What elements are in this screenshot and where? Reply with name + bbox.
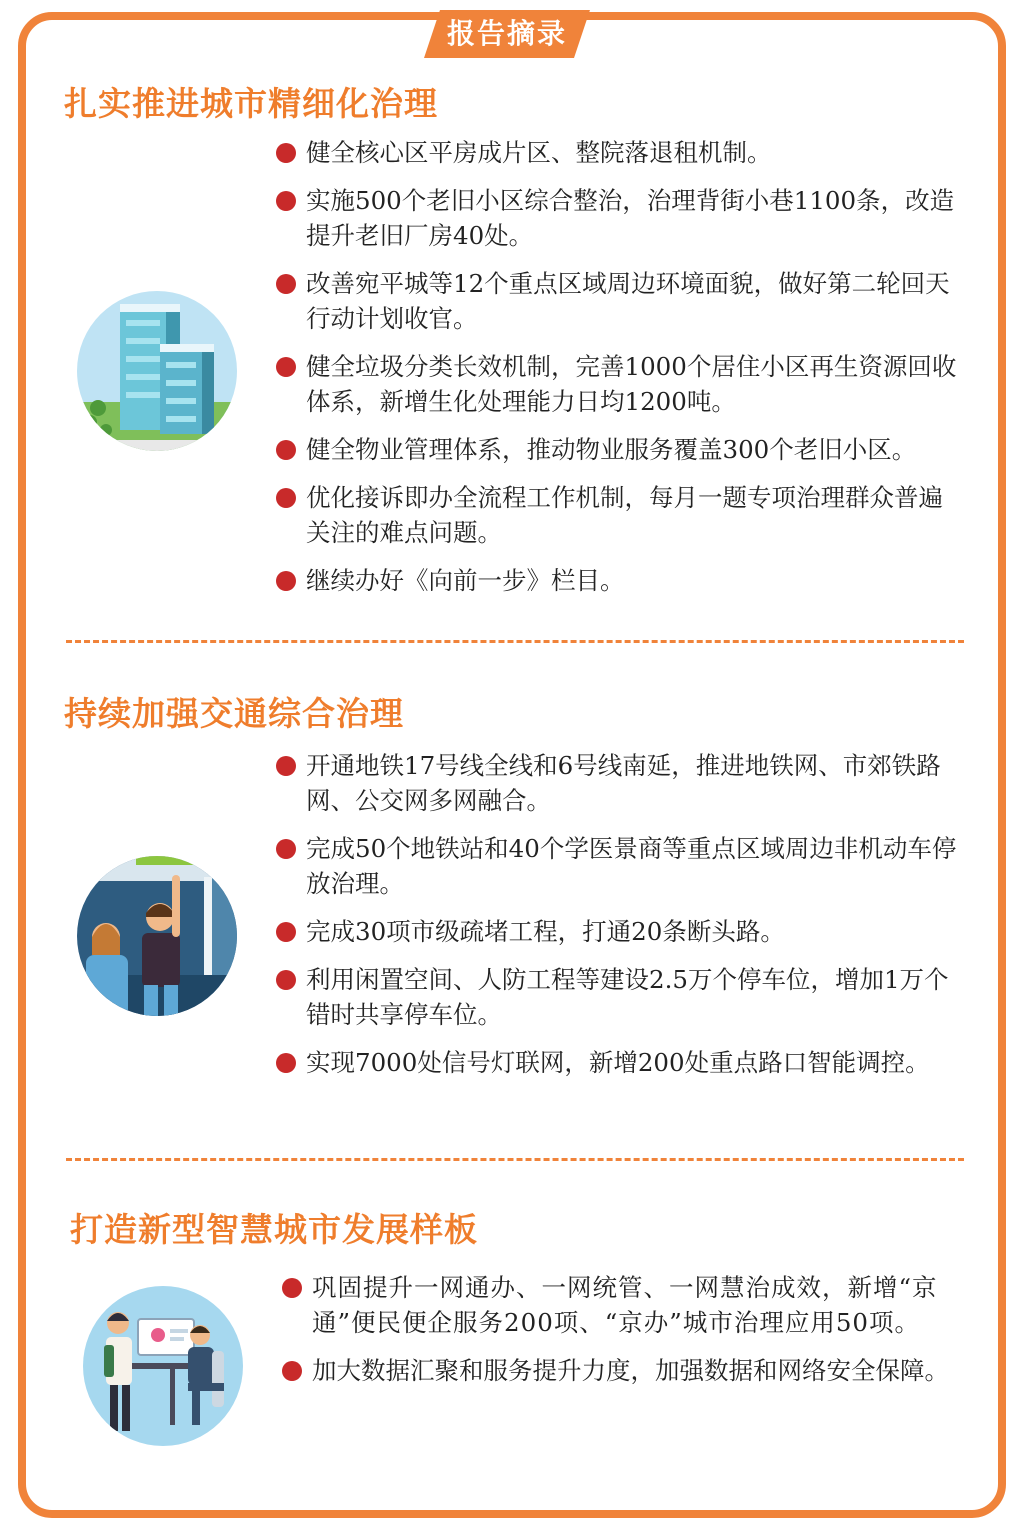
section-2-list	[276, 748, 966, 1093]
list-item: 改善宛平城等12个重点区域周边环境面貌，做好第二轮回天行动计划收官。	[276, 266, 966, 336]
list-item: 完成30项市级疏堵工程，打通20条断头路。	[276, 914, 966, 949]
header-tag-label: 报告摘录	[446, 17, 567, 50]
list-item: 实现7000处信号灯联网，新增200处重点路口智能调控。	[276, 1045, 966, 1080]
list-item: 优化接诉即办全流程工作机制，每月一题专项治理群众普遍关注的难点问题。	[276, 480, 966, 550]
section-title-3: 打造新型智慧城市发展样板	[70, 1210, 478, 1249]
list-item: 健全核心区平房成片区、整院落退租机制。	[276, 135, 966, 170]
list-item: 利用闲置空间、人防工程等建设2.5万个停车位，增加1万个错时共享停车位。	[276, 962, 966, 1032]
list-item: 巩固提升一网通办、一网统管、一网慧治成效，新增“京通”便民便企服务200项、“京办”城市治理应用50项。	[282, 1270, 964, 1340]
list-item: 实施500个老旧小区综合整治，治理背街小巷1100条，改造提升老旧厂房40处。	[276, 183, 966, 253]
office-workers-icon	[82, 1285, 244, 1447]
section-divider	[66, 1158, 964, 1161]
bullet-dot	[276, 970, 296, 990]
section-title-2: 持续加强交通综合治理	[64, 694, 404, 733]
section-1-list	[276, 135, 966, 611]
list-item: 继续办好《向前一步》栏目。	[276, 563, 966, 598]
buildings-icon	[76, 290, 238, 452]
list-item: 健全物业管理体系，推动物业服务覆盖300个老旧小区。	[276, 432, 966, 467]
bullet-dot	[276, 143, 296, 163]
list-item: 加大数据汇聚和服务提升力度，加强数据和网络安全保障。	[282, 1353, 964, 1388]
bullet-dot	[276, 274, 296, 294]
list-item: 完成50个地铁站和40个学医景商等重点区域周边非机动车停放治理。	[276, 831, 966, 901]
bullet-dot	[276, 191, 296, 211]
bullet-dot	[276, 922, 296, 942]
subway-passengers-icon	[76, 855, 238, 1017]
bullet-dot	[282, 1361, 302, 1381]
list-item: 健全垃圾分类长效机制，完善1000个居住小区再生资源回收体系，新增生化处理能力日均1200吨。	[276, 349, 966, 419]
bullet-dot	[276, 756, 296, 776]
header-tag	[424, 10, 590, 58]
section-title-1: 扎实推进城市精细化治理	[64, 84, 438, 123]
bullet-dot	[276, 571, 296, 591]
bullet-dot	[276, 1053, 296, 1073]
bullet-dot	[282, 1278, 302, 1298]
bullet-dot	[276, 357, 296, 377]
section-3-list	[282, 1270, 964, 1401]
bullet-dot	[276, 440, 296, 460]
bullet-dot	[276, 839, 296, 859]
list-item: 开通地铁17号线全线和6号线南延，推进地铁网、市郊铁路网、公交网多网融合。	[276, 748, 966, 818]
bullet-dot	[276, 488, 296, 508]
section-divider	[66, 640, 964, 643]
